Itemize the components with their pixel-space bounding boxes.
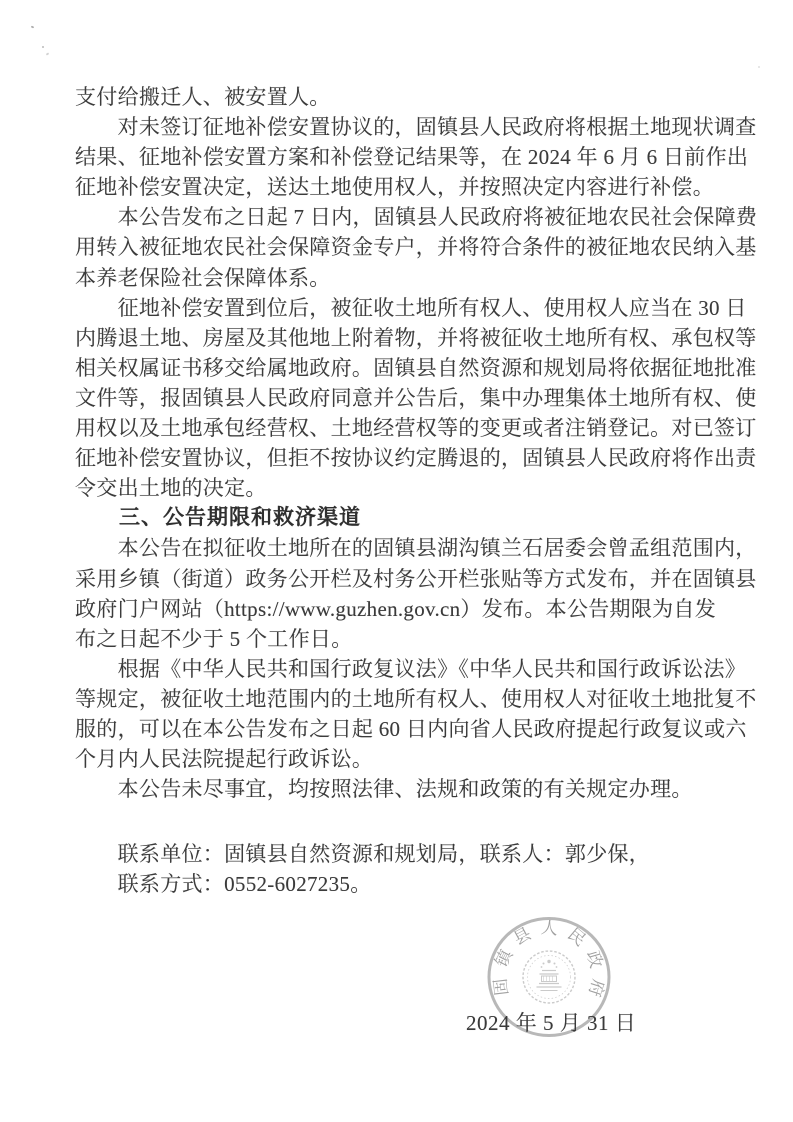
notice-text-line: 文件等，报固镇县人民政府同意并公告后，集中办理集体土地所有权、使: [75, 385, 757, 410]
section-heading: 三、公告期限和救济渠道: [75, 506, 361, 530]
seal-text: 固镇县人民政府: [489, 918, 609, 1008]
notice-text-line: 本公告未尽事宜，均按照法律、法规和政策的有关规定办理。: [75, 777, 693, 802]
notice-body-text: [75, 82, 758, 899]
scan-speck: [46, 52, 50, 55]
notice-text-line: 布之日起不少于 5 个工作日。: [75, 626, 353, 651]
notice-text-line: 政府门户网站（https://www.guzhen.gov.cn）发布。本公告期限为自发: [75, 596, 717, 621]
notice-text-line: 征地补偿安置到位后，被征收土地所有权人、使用权人应当在 30 日: [75, 295, 747, 320]
notice-text-line: 本公告在拟征收土地所在的固镇县湖沟镇兰石居委会曾孟组范围内，: [75, 536, 757, 561]
contact-block: [75, 839, 740, 899]
issue-date: 2024 年 5 月 31 日: [466, 1011, 637, 1035]
notice-text-line: 根据《中华人民共和国行政复议法》《中华人民共和国行政诉讼法》: [75, 656, 747, 681]
notice-text-line: 相关权属证书移交给属地政府。固镇县自然资源和规划局将依据征地批准: [75, 355, 757, 380]
notice-text-line: 对未签订征地补偿安置协议的，固镇县人民政府将根据土地现状调查: [75, 115, 757, 140]
contact-unit-line: 联系单位：固镇县自然资源和规划局，联系人：郭少保，: [75, 842, 651, 867]
notice-text-line: 内腾退土地、房屋及其他地上附着物，并将被征收土地所有权、承包权等: [75, 325, 757, 350]
scan-speck: [758, 66, 760, 68]
notice-text-line: 服的，可以在本公告发布之日起 60 日内向省人民政府提起行政复议或六: [75, 716, 747, 741]
notice-text-line: 采用乡镇（街道）政务公开栏及村务公开栏张贴等方式发布，并在固镇县: [75, 566, 757, 591]
notice-text-line: 本公告发布之日起 7 日内，固镇县人民政府将被征地农民社会保障费: [75, 205, 758, 230]
notice-text-line: 用权以及土地承包经营权、土地经营权等的变更或者注销登记。对已签订: [75, 416, 757, 441]
notice-text-line: 征地补偿安置协议，但拒不按协议约定腾退的，固镇县人民政府将作出责: [75, 446, 757, 471]
scan-speck: [42, 46, 44, 48]
scan-speck: [31, 25, 35, 28]
notice-text-line: 结果、征地补偿安置方案和补偿登记结果等，在 2024 年 6 月 6 日前作出: [75, 145, 749, 170]
contact-phone-line: 联系方式：0552-6027235。: [75, 872, 372, 897]
notice-text-line: 征地补偿安置决定，送达土地使用权人，并按照决定内容进行补偿。: [75, 175, 714, 200]
china-national-emblem-icon: [523, 951, 575, 1003]
notice-text-line: 令交出土地的决定。: [75, 476, 267, 501]
notice-text-line: 支付给搬迁人、被安置人。: [75, 85, 331, 109]
notice-text-line: 个月内人民法院提起行政诉讼。: [75, 747, 374, 772]
notice-text-line: 等规定，被征收土地范围内的土地所有权人、使用权人对征收土地批复不: [75, 686, 757, 711]
notice-text-line: 用转入被征地农民社会保障资金专户，并将符合条件的被征地农民纳入基: [75, 235, 757, 260]
notice-text-line: 本养老保险社会保障体系。: [75, 265, 331, 290]
